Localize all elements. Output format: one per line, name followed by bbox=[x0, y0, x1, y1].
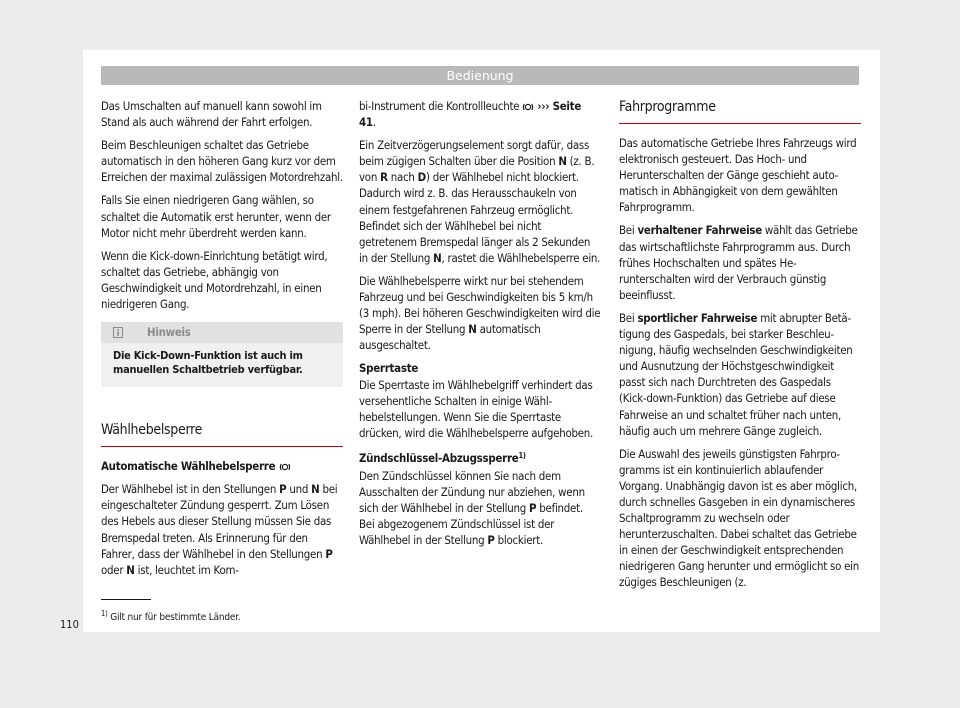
column-2 bbox=[359, 98, 601, 555]
footnote-mark: 1) bbox=[518, 450, 526, 460]
info-icon bbox=[113, 327, 123, 338]
footnote-rule bbox=[101, 599, 151, 600]
paragraph: Den Zündschlüssel können Sie nach dem Ausschalten der Zündung nur abziehen, wenn sich der Wählhebel in der Stellung P befindet. Bei abgezogenem Zündschlüssel ist der Wählhebel in der Stellung P blockiert. bbox=[359, 468, 585, 548]
section-title: Fahrprogramme bbox=[619, 98, 861, 124]
note-label: Hinweis bbox=[147, 325, 191, 340]
paragraph: Das Umschalten auf manuell kann sowohl im Stand als auch während der Fahrt erfolgen. bbox=[101, 99, 322, 130]
column-1 bbox=[101, 98, 343, 585]
subheading: Zündschlüssel-Abzugssperre$^{1)}$ bbox=[359, 450, 526, 465]
paragraph: Falls Sie einen niedrigeren Gang wählen, so schaltet die Automatik erst herunter, wenn der Motor nicht mehr überdreht werden kann. bbox=[101, 193, 331, 240]
brake-warning-icon bbox=[522, 103, 534, 111]
paragraph: Der Wählhebel ist in den Stellungen P und N bei eingeschalteter Zündung gesperrt. Zum Lösen des Hebels aus dieser Stellung müssen Sie das Bremspedal treten. Als Erinnerung für den Fahrer, dass der Wählhebel in den Stellungen P oder N ist, leuchtet im Kom- bbox=[101, 482, 338, 577]
header-title: Bedienung bbox=[446, 68, 514, 83]
paragraph: Die Wählhebelsperre wirkt nur bei stehendem Fahrzeug und bei Geschwindigkeiten bis 5 km/h (3 mph). Bei höheren Geschwindigkeiten wird die Sperre in der Stellung N automatisch ausgeschaltet. bbox=[359, 273, 601, 353]
paragraph: Die Sperrtaste im Wählhebelgriff verhindert das versehentliche Schalten in einige Wählhebelstellungen. Wenn Sie die Sperrtaste drücken, wird die Wählhebelsperre aufgehoben. bbox=[359, 377, 594, 440]
page-number: 110 bbox=[60, 618, 79, 631]
column-3 bbox=[619, 98, 861, 598]
subheading: Sperrtaste bbox=[359, 361, 419, 376]
note-text: Die Kick-Down-Funktion ist auch im manuellen Schaltbetrieb verfügbar. bbox=[113, 349, 303, 377]
paragraph: Ein Zeitverzögerungselement sorgt dafür, dass beim zügigen Schalten über die Position N (z. B. von R nach D) der Wählhebel nicht blockiert. Dadurch wird z. B. das Herausschaukeln von einem festgefahrenen Fahrzeug ermöglicht. Befindet sich der Wählhebel bei nicht getretenem Bremspedal länger als 2 Sekunden in der Stellung N, rastet die Wählhebelsperre ein. bbox=[359, 138, 601, 265]
header-band bbox=[101, 66, 859, 85]
paragraph: Wenn die Kick-down-Einrichtung betätigt wird, schaltet das Getriebe, abhängig von Geschwindigkeit und Motordrehzahl, in einen niedrigeren Gang. bbox=[101, 248, 328, 312]
paragraph: Beim Beschleunigen schaltet das Getriebe automatisch in den höheren Gang kurz vor dem Erreichen der maximal zulässigen Motordrehzahl. bbox=[101, 138, 343, 185]
paragraph: Bei verhaltener Fahrweise wählt das Getriebe das wirtschaftlichste Fahrprogramm aus. Durch frühes Hochschalten und spätes Herunterschalten wird der Verbrauch günstig beeinflusst. bbox=[619, 223, 858, 302]
paragraph: Das automatische Getriebe Ihres Fahrzeugs wird elektronisch gesteuert. Das Hoch- und Herunterschalten der Gänge geschieht automatisch in Abhängigkeit von dem gewählten Fahrprogramm. bbox=[619, 136, 857, 215]
paragraph: Die Auswahl des jeweils günstigsten Fahrprogramms ist ein kontinuierlich ablaufender Vorgang. Unabhängig davon ist es aber möglich, durch schnelles Gasgeben in ein dynamischeres Schaltprogramm zu wechseln oder herunterzuschalten. Dabei schaltet das Getriebe in einen der Geschwindigkeit entsprechenden niedrigeren Gang herunter und ermöglicht so ein zügiges Beschleunigen (z. bbox=[619, 446, 860, 590]
paragraph: bi-Instrument die Kontrollleuchte ››› Seite 41. bbox=[359, 99, 582, 130]
page-reference[interactable]: ››› Seite 41 bbox=[359, 99, 582, 130]
subheading bbox=[101, 458, 343, 474]
note-box bbox=[101, 322, 343, 387]
paragraph: Bei sportlicher Fahrweise mit abrupter Betätigung des Gaspedals, bei starker Beschleunigung, häufig wechselnden Geschwindigkeiten und Ausnutzung der Höchstgeschwindigkeit passt sich nach Durchtreten des Gaspedals (Kick-down-Funktion) das Getriebe auf diese Fahrweise an und schaltet früher nach unten, häufig auch um mehrere Gänge zugleich. bbox=[619, 310, 853, 438]
subheading-text: Automatische Wählhebelsperre bbox=[101, 459, 276, 474]
footnote: $^{1)}$ Gilt nur für bestimmte Länder. bbox=[101, 609, 241, 623]
note-header bbox=[101, 322, 343, 343]
brake-warning-icon bbox=[279, 463, 291, 471]
section-title: Wählhebelsperre bbox=[101, 421, 343, 447]
